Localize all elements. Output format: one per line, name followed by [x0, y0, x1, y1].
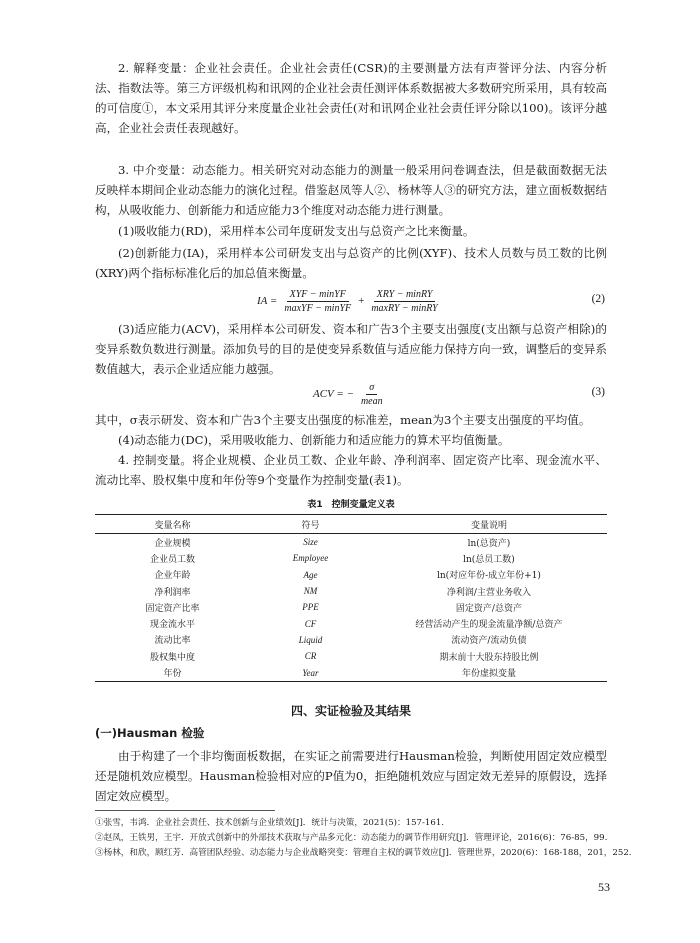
page-number: 53 — [598, 880, 610, 894]
cell-symbol: NM — [303, 586, 318, 597]
eq3-denominator: mean — [360, 395, 383, 407]
eq2-number: (2) — [591, 293, 605, 305]
table-header-row — [95, 515, 607, 534]
eq3-numerator: σ — [366, 382, 377, 395]
table-row — [95, 550, 607, 566]
table-row — [95, 648, 607, 664]
cell-description: 经营活动产生的现金流量净额/总资产 — [415, 620, 563, 631]
cell-symbol: CR — [304, 651, 317, 662]
cell-name: 企业年龄 — [154, 571, 191, 582]
subsection-heading: (一)Hausman 检验 — [95, 726, 205, 740]
cell-description: 固定资产/总资产 — [455, 603, 522, 614]
eq2-denominator-2: maxRY − minRY — [371, 302, 438, 314]
paragraph-mediator-variable: 3. 中介变量：动态能力。相关研究对动态能力的测量一般采用问卷调查法，但是截面数据无法反映样本期间企业动态能力的演化过程。借鉴赵凤等人②、杨林等人③的研究方法，建立面板数据结构，从吸收能力、创新能力和适应能力3个维度对动态能力进行测量。 — [95, 163, 607, 217]
header-variable-name: 变量名称 — [95, 515, 250, 534]
control-variable-table — [95, 514, 607, 682]
cell-symbol: PPE — [302, 602, 319, 613]
cell-description: 流动资产/流动负债 — [451, 636, 527, 647]
equation-3 — [95, 374, 607, 414]
paragraph-adaptive-capacity: (3)适应能力(ACV)，采用样本公司研发、资本和广告3个主要支出强度(支出额与总资产相除)的变异系数负数进行测量。添加负号的目的是使变异系数值与适应能力保持方向一致，调整后的变异系数值越大，表示企业适应能力越强。 — [95, 322, 607, 376]
cell-description: ln(总资产) — [467, 538, 511, 549]
cell-name: 净利润率 — [154, 587, 191, 598]
footnote-1: ①张雪，韦鸿．企业社会责任、技术创新与企业绩效[J]．统计与决策，2021(5)：157-161. — [95, 818, 445, 828]
eq3-fraction — [358, 382, 386, 407]
eq2-plus: + — [358, 295, 365, 307]
cell-symbol: Employee — [292, 553, 329, 564]
eq2-denominator-1: maxYF − minYF — [284, 302, 352, 314]
eq2-numerator-1: XYF − minYF — [287, 289, 349, 302]
cell-symbol: CF — [304, 618, 317, 629]
header-symbol: 符号 — [250, 515, 371, 534]
paragraph-dynamic-capability: (4)动态能力(DC)，采用吸收能力、创新能力和适应能力的算术平均值衡量。 — [118, 433, 510, 447]
eq2-numerator-2: XRY − minRY — [374, 289, 436, 302]
cell-name: 企业员工数 — [150, 554, 196, 565]
header-description: 变量说明 — [371, 515, 607, 534]
table-row — [95, 615, 607, 631]
paragraph-hausman: 由于构建了一个非均衡面板数据，在实证之前需要进行Hausman检验，判断使用固定效应模型还是随机效应模型。Hausman检验相对应的P值为0，拒绝随机效应与固定效无差异的原假设，选择固定效应模型。 — [95, 749, 607, 803]
cell-description: 期末前十大股东持股比例 — [439, 652, 539, 663]
table-caption: 表1 控制变量定义表 — [307, 500, 395, 510]
paragraph-absorptive-capacity: (1)吸收能力(RD)，采用样本公司年度研发支出与总资产之比来衡量。 — [118, 224, 475, 238]
cell-description: 净利润/主营业务收入 — [446, 587, 531, 598]
cell-symbol: Liquid — [298, 634, 323, 645]
paragraph-innovation-capacity: (2)创新能力(IA)，采用样本公司研发支出与总资产的比例(XYF)、技术人员数与员工数的比例(XRY)两个指标标准化后的加总值来衡量。 — [95, 246, 607, 280]
table-row — [95, 567, 607, 583]
cell-description: 年份虚拟变量 — [371, 664, 607, 681]
eq2-fraction-1 — [281, 289, 354, 314]
eq3-lhs: ACV = − — [313, 388, 354, 400]
table-row — [95, 664, 607, 681]
cell-name: 年份 — [95, 664, 250, 681]
paragraph-explanatory-variable: 2. 解释变量：企业社会责任。企业社会责任(CSR)的主要测量方法有声誉评分法、内容分析法、指数法等。第三方评级机构和讯网的企业社会责任测评体系数据被大多数研究所采用，具有较高的可信度①，本文采用其评分来度量企业社会责任(对和讯网企业社会责任评分除以100)。该评分越高，企业社会责任表现越好。 — [95, 61, 607, 135]
cell-symbol: Size — [303, 537, 318, 548]
cell-description: ln(对应年份-成立年份+1) — [436, 571, 541, 582]
paragraph-sigma-mean: 其中，σ表示研发、资本和广告3个主要支出强度的标准差，mean为3个主要支出强度的平均值。 — [95, 413, 591, 427]
eq3-number: (3) — [591, 386, 605, 398]
table-row — [95, 632, 607, 648]
footnote-divider — [95, 810, 275, 811]
cell-name: 流动比率 — [154, 636, 191, 647]
eq2-lhs: IA = — [257, 295, 278, 307]
cell-name: 固定资产比率 — [145, 603, 200, 614]
table-row — [95, 534, 607, 551]
cell-name: 现金流水平 — [150, 620, 196, 631]
cell-name: 股权集中度 — [150, 652, 196, 663]
equation-2 — [95, 281, 607, 321]
cell-symbol: Year — [250, 664, 371, 681]
footnote-2: ②赵凤，王铁男，王宇．开放式创新中的外部技术获取与产品多元化：动态能力的调节作用研究[J]．管理评论，2016(6)：76-85，99. — [95, 833, 608, 843]
cell-name: 企业规模 — [154, 538, 191, 549]
cell-symbol: Age — [303, 569, 318, 580]
table-row — [95, 599, 607, 615]
footnote-3: ③杨林，和欣，顾红芳．高管团队经验、动态能力与企业战略突变：管理自主权的调节效应[J]．管理世界，2020(6)：168-188，201，252. — [95, 848, 632, 858]
cell-description: ln(总员工数) — [463, 554, 515, 565]
eq2-fraction-2 — [368, 289, 440, 314]
paragraph-control-variables: 4. 控制变量。将企业规模、企业员工数、企业年龄、净利润率、固定资产比率、现金流水平、流动比率、股权集中度和年份等9个变量作为控制变量(表1)。 — [95, 453, 607, 487]
table-row — [95, 583, 607, 599]
section-heading: 四、实证检验及其结果 — [290, 704, 411, 718]
